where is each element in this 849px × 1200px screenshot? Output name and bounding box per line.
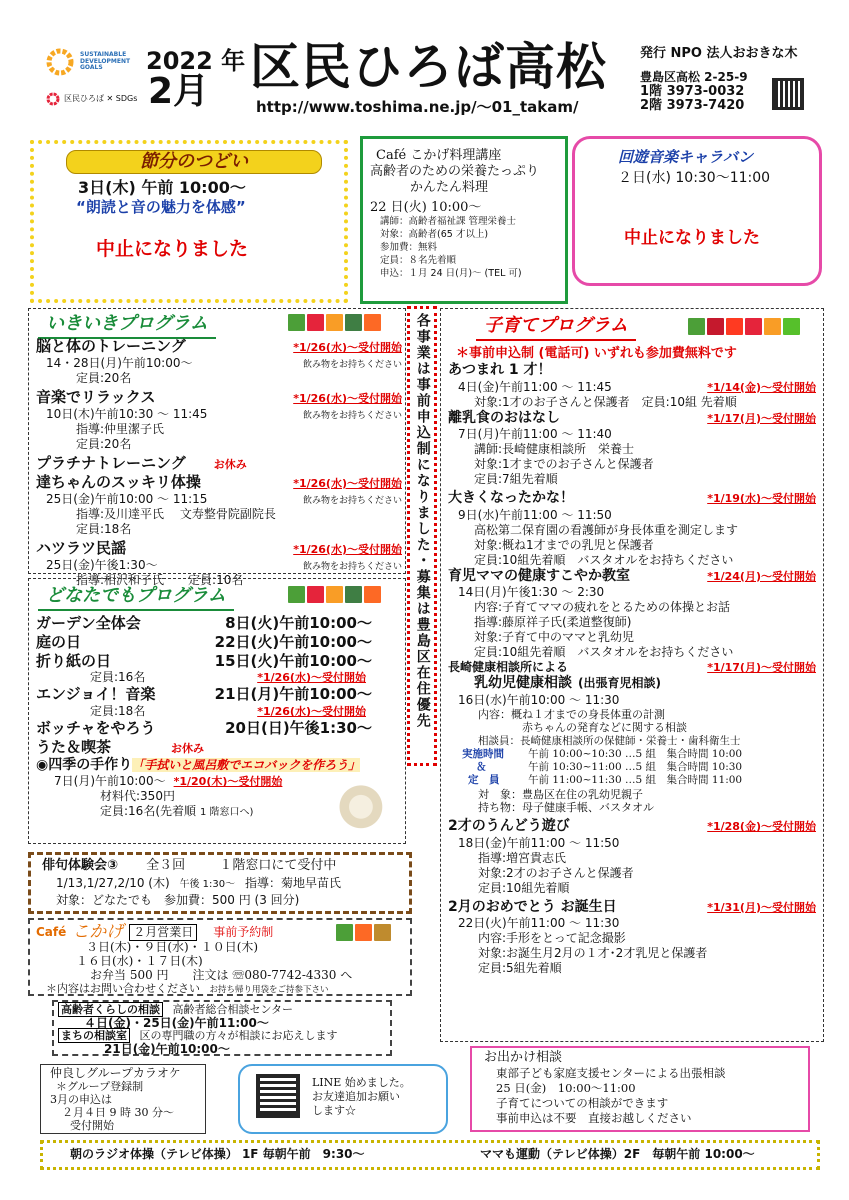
cafe-cooking-l2: 高齢者のための栄養たっぷり <box>370 164 540 179</box>
consult-c2: 区の専門職の方々が相談にお応えします <box>139 1029 338 1042</box>
setsubun-title: 節分のつどい <box>140 150 248 172</box>
sdgs-logo-text: SUSTAINABLE DEVELOPMENT GOALS <box>80 51 131 72</box>
page-title: 区民ひろば高松 <box>250 38 607 96</box>
cafe-cooking-date: 22 日(火) 10:00～ <box>370 200 482 215</box>
kosodate-f-time: 18日(金)午前11:00 ～ 11:50 <box>458 835 620 850</box>
odekake-title: お出かけ相談 <box>484 1050 563 1065</box>
sdg-4-icon <box>707 318 724 335</box>
kosodate-e-l5: 持ち物：母子健康手帳、バスタオル <box>478 801 654 815</box>
sdg-11-icon <box>326 314 343 331</box>
kosodate-d-l4: 定員:10組先着順 バスタオルをお持ちください <box>474 645 734 659</box>
kosodate-b-name: 離乳食のおはなし <box>448 409 560 426</box>
donata-title: どなたでもプログラム <box>38 584 234 611</box>
ikiiki-item-note: 飲み物をお持ちください <box>302 410 402 421</box>
tatsu-teacher: 指導:及川達平氏 文寿整骨院副院長 <box>76 506 276 521</box>
donata-r7-time: 7日(月)午前10:00～ <box>54 774 166 788</box>
footer-left: 朝のラジオ体操（テレビ体操） 1F 毎朝午前 9:30～ <box>70 1147 365 1161</box>
cafe-cooking-d2: 対象：高齢者(65 才以上) <box>380 229 489 240</box>
donata-r4-time: 21日(月)午前10:00～ <box>214 685 372 704</box>
haiku-time: 午後 1:30～ <box>179 879 236 890</box>
sdg-10-icon <box>307 586 324 603</box>
kosodate-e-k3: 定 員 <box>468 774 500 787</box>
haiku-title: 俳句体験会③ <box>42 858 119 873</box>
cafe-reserve: 事前予約制 <box>213 925 274 940</box>
sdgs-tag <box>46 92 137 106</box>
kosodate-e-l1: 内容：概ね１才までの身長体重の計測 <box>478 707 665 721</box>
kosodate-e-l3: 相談員：長崎健康相談所の保健師・栄養士・歯科衛生士 <box>478 735 741 747</box>
kosodate-a-tag: *1/14(金)～受付開始 <box>707 380 816 394</box>
kosodate-a-target: 対象:1才のお子さんと保護者 定員:10組 先着順 <box>474 394 737 409</box>
haiku-dates: 1/13,1/27,2/10 (木) <box>56 876 170 890</box>
publisher: 発行 NPO 法人おおきな木 <box>640 46 798 61</box>
hatsu-teacher: 指導:相沢和子氏 定員:10名 <box>76 572 244 587</box>
donata-sdg-icons <box>288 586 381 603</box>
kosodate-d-time: 14日(月)午後1:30 ～ 2:30 <box>458 585 605 599</box>
kosodate-b-l2: 対象:1才までのお子さんと保護者 <box>474 457 654 471</box>
cafe-cooking-l1: Café こかげ料理講座 <box>376 148 502 163</box>
kosodate-sdg-icons <box>688 318 800 335</box>
tatsu-note: 飲み物をお持ちください <box>302 495 402 506</box>
consult-box2: まちの相談室 <box>58 1028 130 1043</box>
vertical-notice: 各事業は事前申込制になりました・募集は豊島区在住優先 <box>414 313 431 729</box>
donata-r7-fee: 材料代:350円 <box>100 789 175 803</box>
consult-box1: 高齢者くらしの相談 <box>58 1002 163 1017</box>
sdg-9-icon <box>364 314 381 331</box>
sdg-15-icon <box>783 318 800 335</box>
kosodate-g-name: 2月のおめでとう お誕生日 <box>448 898 617 915</box>
ikiiki-item-cap: 定員:20名 <box>76 437 132 451</box>
karaoke-l3: 3月の申込は <box>50 1093 112 1106</box>
kosodate-b-tag: *1/17(月)～受付開始 <box>707 411 816 425</box>
kosodate-e-sub: (出張育児相談) <box>578 676 661 690</box>
sdg-11-icon <box>326 586 343 603</box>
kosodate-a-name: あつまれ 1 才！ <box>448 362 552 378</box>
donata-r7-cap: 定員:16名(先着順 <box>100 804 196 818</box>
site-url[interactable]: http://www.toshima.ne.jp/～01_takam/ <box>256 98 579 116</box>
sdgs-tag-text: 区民ひろば ✕ SDGs <box>64 94 138 103</box>
kosodate-g-l2: 対象:お誕生月2月の１才･2才乳児と保護者 <box>478 946 708 960</box>
donata-r3-name: 折り紙の日 <box>36 651 112 670</box>
ikiiki-item-tag: *1/26(水)～受付開始 <box>293 392 402 405</box>
footer-right: ママも運動（テレビ体操）2F 毎朝午前 10:00～ <box>480 1147 755 1161</box>
cafe-cooking-d4: 定員：８名先着順 <box>380 255 457 266</box>
donata-r1-time: 8日(火)午前10:00～ <box>225 614 372 632</box>
kosodate-e-k2: ＆ <box>476 761 487 774</box>
donata-r2-time: 22日(火)午前10:00～ <box>214 632 372 651</box>
hatsu-name: ハツラツ民謡 <box>36 538 127 557</box>
ikiiki-item-time: 10日(木)午前10:30 ～ 11:45 <box>46 406 208 421</box>
donata-r6-off: お休み <box>171 741 205 755</box>
kosodate-f-l2: 対象:2才のお子さんと保護者 <box>478 865 634 880</box>
karaoke-l4: ２月４日 9 時 30 分～ <box>62 1106 174 1119</box>
odekake-l2: 25 日(金) 10:00～11:00 <box>496 1081 636 1095</box>
sdg-3-icon <box>336 924 353 941</box>
karaoke-l2: ＊グループ登録制 <box>56 1080 144 1093</box>
kosodate-c-l1: 高松第二保育園の看護師が身長体重を測定します <box>474 522 739 537</box>
kosodate-b-time: 7日(月)午前11:00 ～ 11:40 <box>458 427 612 441</box>
kosodate-e-l4: 対 象：豊島区在住の乳幼児親子 <box>478 787 643 801</box>
kosodate-e-time: 16日(水)午前10:00 ～ 11:30 <box>458 692 620 707</box>
consult-c1-date: ４日(金)・25日(金)午前11:00～ <box>84 1016 269 1030</box>
hatsu-note: 飲み物をお持ちください <box>302 561 402 572</box>
caravan-title: 回遊音楽キャラバン <box>618 148 754 166</box>
kosodate-e-k1: 実施時間 <box>462 748 504 761</box>
donata-r2-name: 庭の日 <box>36 632 82 651</box>
cafe-label: Café <box>36 925 67 940</box>
sdg-12-icon <box>374 924 391 941</box>
hatsu-tag: *1/26(水)～受付開始 <box>293 542 402 556</box>
sdg-10-icon <box>307 314 324 331</box>
kosodate-e-v3: 午前 11:00~11:30 …5 組 集合時間 11:00 <box>528 774 743 787</box>
kosodate-title: 子育てプログラム <box>476 314 636 341</box>
consult-line1 <box>58 1003 293 1017</box>
donata-r3-time: 15日(火)午前10:00～ <box>214 651 372 670</box>
setsubun-date: 3日(木) 午前 10:00～ <box>78 178 246 197</box>
odekake-l1: 東部子ども家庭支援センターによる出張相談 <box>496 1066 726 1080</box>
kosodate-c-l2: 対象:概ね1才までの乳児と保護者 <box>474 537 654 552</box>
sdg-3-icon <box>288 586 305 603</box>
kosodate-g-tag: *1/31(月)～受付開始 <box>707 900 816 914</box>
karaoke-l5: 受付開始 <box>70 1119 114 1132</box>
kosodate-c-l3: 定員:10組先着順 バスタオルをお持ちください <box>474 552 734 567</box>
ikiiki-item-name: 脳と体のトレーニング <box>36 337 186 355</box>
kosodate-f-l1: 指導:増宮貴志氏 <box>478 850 567 865</box>
ikiiki-list <box>36 337 402 588</box>
kosodate-d-l1: 内容:子育てママの疲れをとるための体操とお話 <box>474 600 731 614</box>
kosodate-d-l2: 指導:藤原祥子氏(柔道整復師) <box>474 615 632 629</box>
karaoke-l1: 仲良しグループカラオケ <box>50 1066 181 1080</box>
consult-c1: 高齢者総合相談センター <box>172 1003 294 1016</box>
tatsu-cap: 定員:18名 <box>76 521 132 536</box>
haiku-line3: 対象：どなたでも 参加費：500 円 (3 回分) <box>56 893 300 907</box>
donata-r3-cap: 定員:16名 <box>90 670 146 685</box>
donata-r7-title: 「手拭いと風呂敷でエコバックを作ろう」 <box>132 757 361 772</box>
kosodate-g-l3: 定員:5組先着順 <box>478 961 562 975</box>
qr-code-icon <box>772 78 804 110</box>
cafe-name: こかげ <box>72 922 124 942</box>
kosodate-f-tag: *1/28(金)～受付開始 <box>707 820 816 833</box>
donata-r7-cap2: 1 階窓口へ) <box>200 807 254 818</box>
cafe-sdg-icons <box>336 924 391 941</box>
kosodate-list <box>448 362 816 976</box>
setsubun-title-banner <box>66 150 322 174</box>
kosodate-b-l1: 講師:長崎健康相談所 栄養士 <box>474 442 635 456</box>
kosodate-c-time: 9日(水)午前11:00 ～ 11:50 <box>458 507 612 522</box>
sdg-3-icon <box>688 318 705 335</box>
kosodate-e-l2: 赤ちゃんの発育などに関する相談 <box>522 721 687 735</box>
cafe-cooking-d5: 申込：１月 24 日(月)～ (TEL 可) <box>380 268 522 279</box>
odekake-l3: 子育てについての相談ができます <box>496 1096 669 1110</box>
kosodate-d-l3: 対象:子育て中のママと乳幼児 <box>474 630 635 644</box>
caravan-date: ２日(水) 10:30～11:00 <box>618 170 771 186</box>
donata-r5-name: ボッチャをやろう <box>36 719 156 737</box>
ikiiki-item-cap: 定員:20名 <box>76 371 132 385</box>
kosodate-d-tag: *1/24(月)～受付開始 <box>707 569 816 583</box>
kosodate-b-l3: 定員:7組先着順 <box>474 472 558 486</box>
setsubun-cancel: 中止になりました <box>96 238 249 260</box>
month: 2月 <box>148 71 210 112</box>
kosodate-e-v2: 午前 10:30~11:00 …5 組 集合時間 10:30 <box>528 761 743 774</box>
sdg-10-icon <box>745 318 762 335</box>
sdg-11-icon <box>764 318 781 335</box>
kosodate-f-l3: 定員:10組先着順 <box>478 880 570 895</box>
tatsu-time: 25日(金)午前10:00 ～ 11:15 <box>46 491 208 506</box>
donata-r4-cap: 定員:18名 <box>90 704 146 718</box>
year: 2022 年 <box>146 47 246 75</box>
ikiiki-item-time: 14・28日(月)午前10:00～ <box>46 355 193 370</box>
sdg-9-icon <box>364 586 381 603</box>
sdg-15-icon <box>345 586 362 603</box>
hatsu-time: 25日(金)午後1:30～ <box>46 557 158 572</box>
cafe-cooking-l3: かんたん料理 <box>410 180 489 195</box>
tel-2f: 2階 3973-7420 <box>640 98 745 113</box>
kosodate-g-l1: 内容:手形をとって記念撮影 <box>478 931 626 945</box>
tel-1f: 1階 3973-0032 <box>640 84 745 99</box>
sdg-9-icon <box>355 924 372 941</box>
line-qr-code-icon[interactable] <box>256 1074 300 1118</box>
kosodate-g-time: 22日(火)午前11:00 ～ 11:30 <box>458 916 620 930</box>
consult-c2-date: 21日(金)午前10:00～ <box>104 1042 230 1056</box>
vertical-notice-box <box>407 306 437 766</box>
kosodate-f-name: 2才のうんどう遊び <box>448 818 570 834</box>
kosodate-headline: ＊事前申込制 (電話可) いずれも参加費無料です <box>456 346 737 361</box>
haiku-reception: １階窓口にて受付中 <box>219 858 337 873</box>
caravan-cancel: 中止になりました <box>624 228 760 248</box>
cafe-l4: ＊内容はお問い合わせください <box>46 982 200 995</box>
sdgs-small-wheel-icon <box>46 92 60 106</box>
kosodate-e-v1: 午前 10:00~10:30 …5 組 集合時間 10:00 <box>528 748 743 761</box>
ecobag-photo <box>318 776 396 832</box>
setsubun-subtitle: “朗読と音の魅力を体感” <box>76 198 246 216</box>
kosodate-c-tag: *1/19(水)～受付開始 <box>707 492 816 505</box>
platinum-off: お休み <box>213 458 247 471</box>
cafe-cooking-d1: 講師：高齢者福祉課 管理栄養士 <box>380 216 517 227</box>
donata-r7-tag: *1/20(木)～受付開始 <box>173 775 283 788</box>
ikiiki-item-note: 飲み物をお持ちください <box>302 359 402 370</box>
donata-r5-time: 20日(日)午後1:30～ <box>225 719 372 737</box>
cafe-l4b: お持ち帰り用袋をご持参下さい <box>209 985 329 995</box>
line-l2: お友達追加お願い <box>312 1090 400 1103</box>
donata-r6-name: うた＆喫茶 <box>36 737 112 756</box>
line-l3: します☆ <box>312 1104 356 1117</box>
kosodate-a-time: 4日(金)午前11:00 ～ 11:45 <box>458 379 612 394</box>
donata-r4-name: エンジョイ！音楽 <box>36 685 156 704</box>
cafe-l3: お弁当 500 円 注文は ☏080-7742-4330 へ <box>90 968 353 982</box>
cafe-days-box: ２月営業日 <box>129 924 197 941</box>
kosodate-e-tag: *1/17(月)～受付開始 <box>707 661 816 674</box>
donata-r3-tag: *1/26(水)～受付開始 <box>257 671 366 685</box>
tatsu-name: 達ちゃんのスッキリ体操 <box>36 472 201 491</box>
cafe-l1: ３日(木)・９日(水)・１０日(木) <box>86 940 259 954</box>
kosodate-c-name: 大きくなったかな！ <box>448 490 574 506</box>
cafe-l2: １６日(水)・１７日(木) <box>76 954 203 968</box>
tatsu-tag: *1/26(水)～受付開始 <box>293 476 402 490</box>
ikiiki-item-name: 音楽でリラックス <box>36 388 156 406</box>
address: 豊島区高松 2-25-9 <box>640 70 748 84</box>
haiku-line1 <box>42 858 336 874</box>
ikiiki-item-teacher: 指導:仲里潔子氏 <box>76 422 165 436</box>
cafe-l4-wrap <box>46 982 329 996</box>
haiku-teacher: 指導：菊地早苗氏 <box>244 876 341 890</box>
kosodate-e-name: 乳幼児健康相談 <box>474 675 572 691</box>
odekake-l4: 事前申込は不要 直接お越しください <box>496 1111 692 1125</box>
cafe-cooking-d3: 参加費：無料 <box>380 242 438 253</box>
sdg-5-icon <box>726 318 743 335</box>
sdg-3-icon <box>288 314 305 331</box>
consult-line2 <box>58 1029 338 1043</box>
haiku-line2 <box>56 876 341 892</box>
donata-r7-name: ◉四季の手作り <box>36 756 133 773</box>
sdg-15-icon <box>345 314 362 331</box>
donata-r1-name: ガーデン全体会 <box>36 614 141 632</box>
haiku-count: 全３回 <box>146 858 186 873</box>
donata-r4-tag: *1/26(水)～受付開始 <box>257 705 366 718</box>
line-l1: LINE 始めました。 <box>312 1076 411 1089</box>
ikiiki-title: いきいきプログラム <box>38 312 216 339</box>
kosodate-d-name: 育児ママの健康すこやか教室 <box>448 567 630 584</box>
ikiiki-sdg-icons <box>288 314 381 331</box>
kosodate-e-pre: 長崎健康相談所による <box>448 660 569 674</box>
platinum-name: プラチナトレーニング <box>36 454 186 472</box>
sdgs-wheel-icon <box>46 48 74 76</box>
sdgs-logo <box>46 48 131 88</box>
ikiiki-item-tag: *1/26(水)～受付開始 <box>293 341 402 354</box>
